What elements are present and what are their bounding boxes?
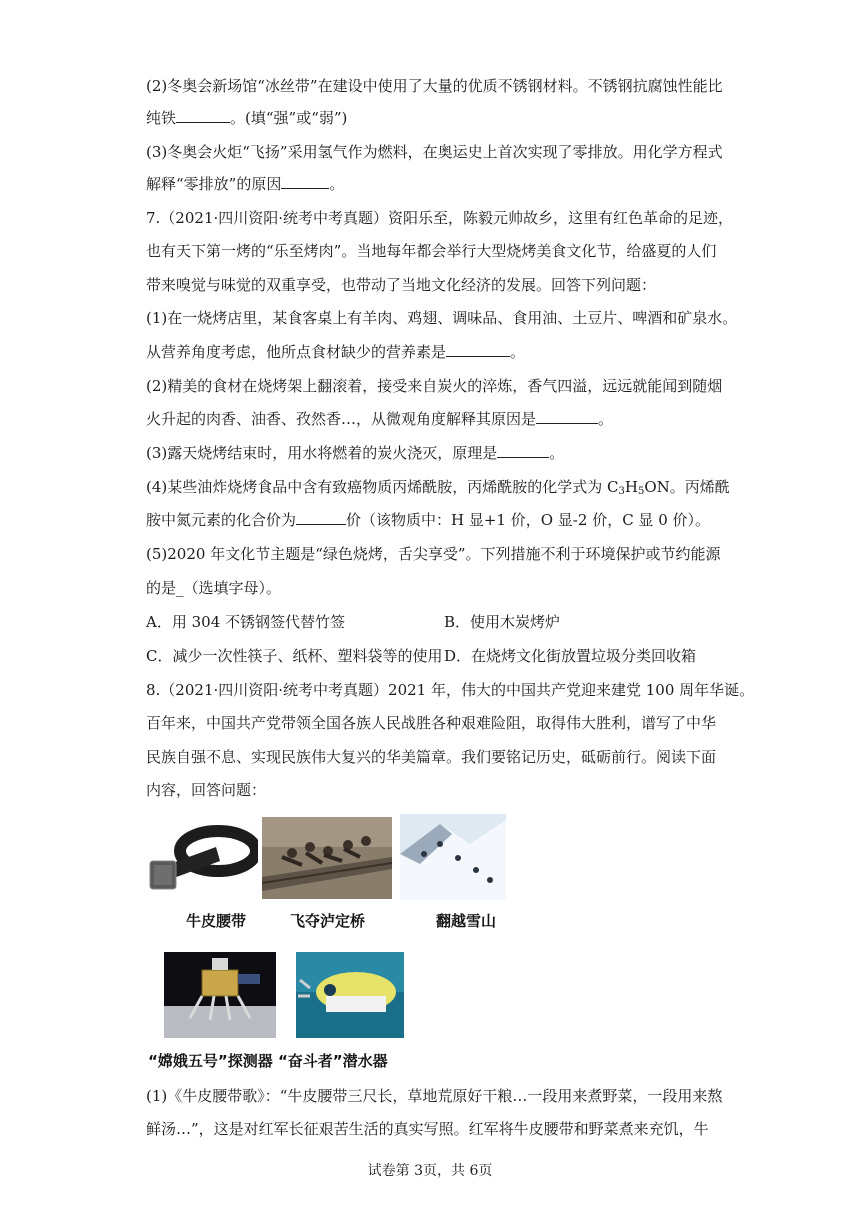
answer-blank[interactable]: [281, 174, 329, 189]
change5-probe-image: [164, 952, 276, 1038]
answer-blank[interactable]: [497, 443, 549, 458]
q7-part3: (3)露天烧烤结束时，用水将燃着的炭火浇灭，原理是 。: [146, 444, 565, 462]
q8-part1-line1: (1)《牛皮腰带歌》：“牛皮腰带三尺长，草地荒原好干粮…一段用来煮野菜，一段用来熬: [146, 1087, 723, 1105]
q7-part1-line2: 从营养角度考虑，他所点食材缺少的营养素是 。: [146, 343, 526, 361]
option-c[interactable]: C．减少一次性筷子、纸杯、塑料袋等的使用: [146, 647, 443, 665]
option-b[interactable]: B．使用木炭烤炉: [444, 613, 561, 631]
option-a[interactable]: A．用 304 不锈钢签代替竹签: [146, 613, 346, 631]
page-footer: 试卷第 3页，共 6页: [367, 1163, 493, 1179]
bridge-battle-image: [262, 817, 392, 899]
answer-blank[interactable]: [536, 409, 598, 424]
q6-part3-line2: 解释“零排放”的原因 。: [146, 175, 345, 193]
q6-part2-line2: 纯铁 。(填“强”或“弱”): [146, 109, 348, 127]
answer-blank[interactable]: [446, 342, 510, 357]
answer-blank[interactable]: [296, 510, 346, 525]
q7-part4-line1: (4)某些油炸烧烤食品中含有致癌物质丙烯酰胺，丙烯酰胺的化学式为 $C_3H_5ON$。丙烯酰: [146, 478, 730, 497]
q7-part5-line1: (5)2020 年文化节主题是“绿色烧烤，舌尖享受”。下列措施不利于环境保护或节约能源: [146, 545, 721, 563]
q6-part3-line1: (3)冬奥会火炬“飞扬”采用氢气作为燃料，在奥运史上首次实现了零排放。用化学方程式: [146, 143, 723, 161]
q7-part5-line2: 的是_（选填字母）。: [146, 579, 282, 597]
q8-intro-line3: 民族自强不息、实现民族伟大复兴的华美篇章。我们要铭记历史，砥砺前行。阅读下面: [146, 748, 717, 766]
q7-intro-line1: 7.（2021·四川资阳·统考中考真题）资阳乐至，陈毅元帅故乡，这里有红色革命的足迹，: [146, 209, 734, 227]
caption-probe-submersible: “嫦娥五号”探测器 “奋斗者”潜水器: [148, 1052, 388, 1070]
snow-mountain-image: [400, 814, 506, 900]
leather-belt-image: [146, 817, 258, 899]
q8-intro-line2: 百年来，中国共产党带领全国各族人民战胜各种艰难险阻，取得伟大胜利，谱写了中华: [146, 714, 717, 732]
caption-bridge: 飞夺泸定桥: [290, 912, 366, 930]
q8-intro-line1: 8.（2021·四川资阳·统考中考真题）2021 年，伟大的中国共产党迎来建党 100 周年华诞。: [146, 681, 755, 699]
option-d[interactable]: D．在烧烤文化街放置垃圾分类回收箱: [444, 647, 697, 665]
answer-blank[interactable]: [176, 108, 230, 123]
q6-part2-line1: (2)冬奥会新场馆“冰丝带”在建设中使用了大量的优质不锈钢材料。不锈钢抗腐蚀性能比: [146, 77, 723, 95]
caption-leather-belt: 牛皮腰带: [186, 912, 247, 930]
fendouzhe-submersible-image: [296, 952, 404, 1038]
q8-intro-line4: 内容，回答问题：: [146, 781, 267, 799]
q7-intro-line2: 也有天下第一烤的“乐至烤肉”。当地每年都会举行大型烧烤美食文化节，给盛夏的人们: [146, 242, 717, 260]
q7-part2-line2: 火升起的肉香、油香、孜然香…，从微观角度解释其原因是 。: [146, 410, 614, 428]
q7-intro-line3: 带来嗅觉与味觉的双重享受，也带动了当地文化经济的发展。回答下列问题：: [146, 276, 657, 294]
q7-part4-line2: 胺中氮元素的化合价为 价（该物质中：H 显+1 价，O 显-2 价，C 显 0 价）。: [146, 511, 711, 529]
q8-part1-line2: 鲜汤…”，这是对红军长征艰苦生活的真实写照。红军将牛皮腰带和野菜煮来充饥，牛: [146, 1120, 709, 1138]
q7-part2-line1: (2)精美的食材在烧烤架上翻滚着，接受来自炭火的淬炼，香气四溢，远远就能闻到随烟: [146, 377, 723, 395]
q7-part1-line1: (1)在一烧烤店里，某食客桌上有羊肉、鸡翅、调味品、食用油、土豆片、啤酒和矿泉水。: [146, 309, 738, 327]
caption-snow-mountain: 翻越雪山: [436, 912, 497, 930]
